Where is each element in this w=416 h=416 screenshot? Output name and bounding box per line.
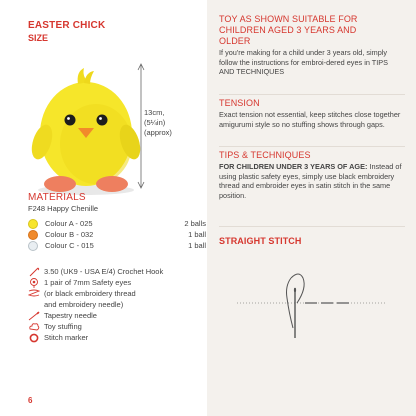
measurement-in: (5¼in) [144, 118, 166, 127]
colour-qty: 1 ball [188, 241, 206, 250]
chick-foot-right [96, 176, 128, 192]
safety-heading-line: TOY AS SHOWN SUITABLE FOR [219, 14, 358, 24]
tips-section [219, 150, 405, 200]
colour-qty: 2 balls [184, 219, 206, 228]
measurement-cm: 13cm, [144, 108, 165, 117]
tips-body-text: Instead of using plastic safety eyes, simply use black embroidery thread and embroider eyes in satin stitch in the same position. [219, 162, 402, 200]
yarn-name: F248 Happy Chenille [28, 204, 99, 213]
colour-label: Colour B - 032 [45, 230, 94, 239]
colour-label: Colour A - 025 [45, 219, 93, 228]
colour-list [28, 218, 206, 251]
measurement-approx: (approx) [144, 128, 172, 137]
tool-text: (or black embroidery thread [44, 289, 136, 298]
stitch-marker-icon [28, 333, 40, 343]
height-measurement [144, 108, 172, 138]
colour-row [28, 240, 206, 251]
tool-text: Tapestry needle [44, 311, 97, 320]
tool-text: and embroidery needle) [44, 300, 124, 309]
divider [219, 94, 405, 95]
tool-spacer [28, 300, 40, 310]
safety-heading [219, 14, 405, 47]
safety-eye-icon [28, 278, 40, 288]
tips-bold-text: FOR CHILDREN UNDER 3 YEARS OF AGE: [219, 162, 368, 171]
safety-heading-line: CHILDREN AGED 3 YEARS AND [219, 25, 357, 35]
size-label: SIZE [28, 33, 49, 43]
tool-text: 3.50 (UK9 - USA E/4) Crochet Hook [44, 267, 164, 276]
straight-stitch-heading: STRAIGHT STITCH [219, 236, 302, 246]
tool-item [28, 311, 206, 321]
title-block [28, 20, 105, 44]
tool-item [28, 278, 206, 288]
divider [219, 226, 405, 227]
chick-eye-left [65, 115, 76, 126]
safety-section [219, 14, 405, 77]
tension-section [219, 98, 405, 129]
tool-item [28, 333, 206, 343]
materials-heading: MATERIALS [28, 192, 86, 203]
colour-swatch-icon [28, 241, 38, 251]
colour-row [28, 229, 206, 240]
colour-swatch-icon [28, 219, 38, 229]
info-panel [207, 0, 416, 416]
tips-heading: TIPS & TECHNIQUES [219, 150, 311, 160]
embroidery-icon [28, 289, 40, 299]
tool-item [28, 289, 206, 299]
tool-text: Stitch marker [44, 333, 89, 342]
tension-heading: TENSION [219, 98, 260, 108]
crochet-hook-icon [28, 267, 40, 277]
tools-list [28, 267, 206, 344]
colour-swatch-icon [28, 230, 38, 240]
chick-eye-right [97, 115, 108, 126]
tool-text: 1 pair of 7mm Safety eyes [44, 278, 132, 287]
page-number: 6 [28, 396, 33, 405]
materials-section [28, 192, 206, 251]
chick-foot-left [44, 176, 76, 192]
straight-stitch-section [219, 236, 405, 247]
pattern-title: EASTER CHICK [28, 20, 106, 31]
tension-text: Exact tension not essential, keep stitches close together amigurumi style so no stuffing shows through gaps. [219, 110, 401, 129]
tool-item [28, 267, 206, 277]
straight-stitch-diagram [237, 258, 387, 348]
tool-item [28, 300, 206, 310]
tips-text [219, 162, 405, 200]
colour-row [28, 218, 206, 229]
tool-text: Toy stuffing [44, 322, 82, 331]
colour-label: Colour C - 015 [45, 241, 94, 250]
divider [219, 146, 405, 147]
toy-stuffing-icon [28, 322, 40, 332]
easter-chick-image [20, 58, 150, 198]
safety-heading-line: OLDER [219, 36, 251, 46]
tool-item [28, 322, 206, 332]
colour-qty: 1 ball [188, 230, 206, 239]
tapestry-needle-icon [28, 311, 40, 321]
safety-text: If you're making for a child under 3 years old, simply follow the instructions for embroi-dered eyes in TIPS AND TECHNIQUES [219, 48, 388, 77]
